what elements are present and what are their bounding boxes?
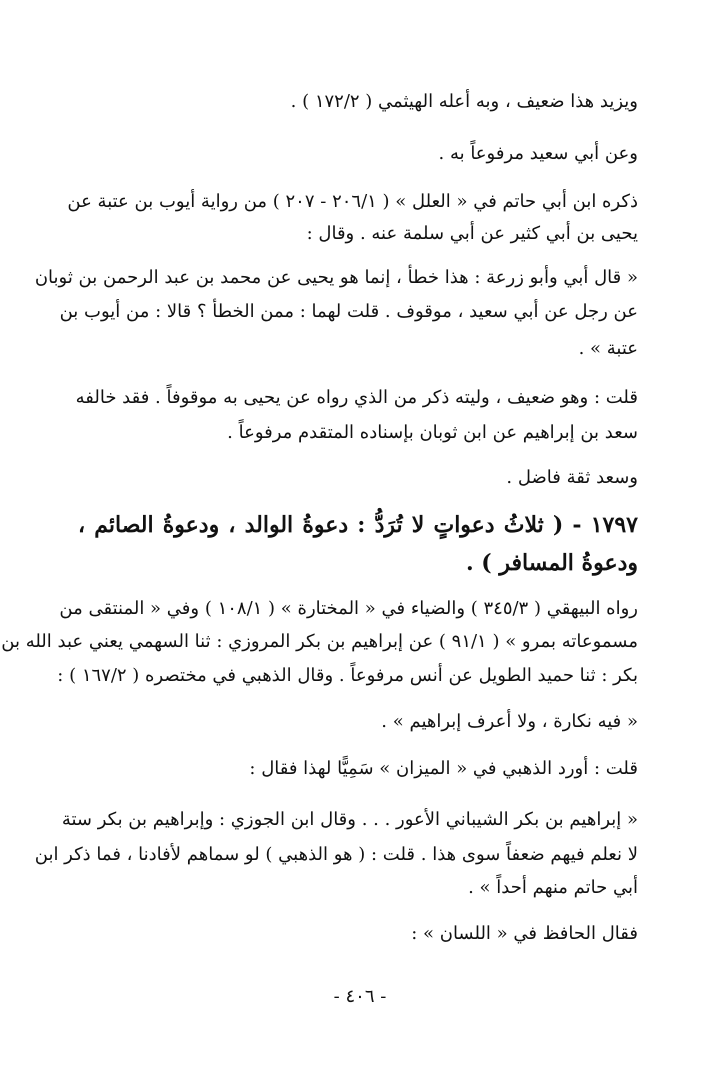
text-line: وسعد ثقة فاضل .: [506, 467, 638, 488]
text-line: رواه البيهقي ( ٣٤٥/٣ ) والضياء في « المختارة » ( ١٠٨/١ ) وفي « المنتقى من: [59, 598, 638, 619]
hadith-heading: ١٧٩٧ - ( ثلاثُ دعواتٍ لا تُرَدُّ : دعوةُ الوالد ، ودعوةُ الصائم ،: [78, 512, 638, 538]
hadith-heading: ودعوةُ المسافر ) .: [465, 550, 638, 576]
text-line: قلت : وهو ضعيف ، وليته ذكر من الذي رواه عن يحيى به موقوفاً . فقد خالفه: [75, 387, 638, 408]
text-line: وعن أبي سعيد مرفوعاً به .: [438, 143, 638, 164]
text-line: مسموعاته بمرو » ( ٩١/١ ) عن إبراهيم بن بكر المروزي : ثنا السهمي يعني عبد الله بن: [1, 631, 638, 652]
text-line: بكر : ثنا حميد الطويل عن أنس مرفوعاً . وقال الذهبي في مختصره ( ١٦٧/٢ ) :: [57, 665, 638, 686]
quote-line: « قال أبي وأبو زرعة : هذا خطأ ، إنما هو يحيى عن محمد بن عبد الرحمن بن ثوبان: [34, 267, 638, 288]
text-line: ويزيد هذا ضعيف ، وبه أعله الهيثمي ( ١٧٢/٢ ) .: [290, 91, 638, 112]
text-line: يحيى بن أبي كثير عن أبي سلمة عنه . وقال :: [306, 223, 638, 244]
text-line: ذكره ابن أبي حاتم في « العلل » ( ٢٠٦/١ - ٢٠٧ ) من رواية أيوب بن عتبة عن: [67, 191, 638, 212]
quote-line: أبي حاتم منهم أحداً » .: [468, 877, 638, 898]
quote-line: « إبراهيم بن بكر الشيباني الأعور . . . وقال ابن الجوزي : وإبراهيم بن بكر ستة: [61, 809, 638, 830]
page-number: - ٤٠٦ -: [333, 986, 387, 1007]
quote-line: « فيه نكارة ، ولا أعرف إبراهيم » .: [381, 711, 638, 732]
text-line: سعد بن إبراهيم عن ابن ثوبان بإسناده المتقدم مرفوعاً .: [227, 422, 638, 443]
quote-line: عن رجل عن أبي سعيد ، موقوف . قلت لهما : ممن الخطأ ؟ قالا : من أيوب بن: [59, 301, 638, 322]
text-line: فقال الحافظ في « اللسان » :: [411, 923, 638, 944]
text-line: قلت : أورد الذهبي في « الميزان » سَمِيًّا لهذا فقال :: [249, 758, 638, 779]
quote-line: عتبة » .: [578, 338, 638, 359]
quote-line: لا نعلم فيهم ضعفاً سوى هذا . قلت : ( هو الذهبي ) لو سماهم لأفادنا ، فما ذكر ابن: [34, 844, 638, 865]
